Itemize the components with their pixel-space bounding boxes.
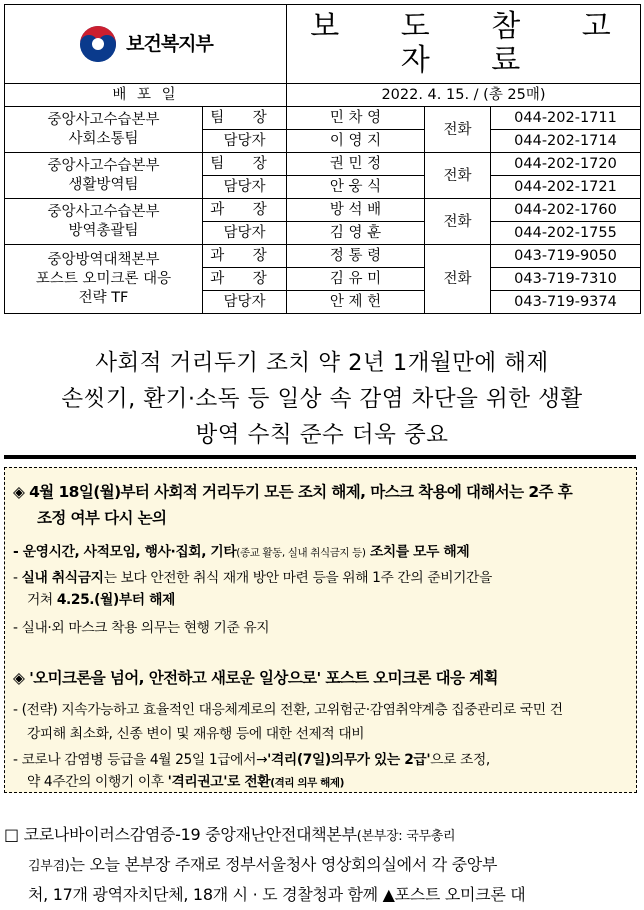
role-cell: 과 장	[203, 268, 287, 291]
dept-cell: 중앙방역대책본부 포스트 오미크론 대응 전략 TF	[5, 245, 203, 314]
dept-cell: 중앙사고수습본부 방역총괄팀	[5, 199, 203, 245]
phone-number: 044-202-1721	[491, 176, 641, 199]
dept-cell: 중앙사고수습본부 사회소통팀	[5, 107, 203, 153]
summary-bullet-5-cont: 약 4주간의 이행기 이후 '격리권고'로 전환(격리 의무 해제)	[27, 774, 344, 790]
phone-number: 044-202-1711	[491, 107, 641, 130]
role-cell: 담당자	[203, 291, 287, 314]
press-label-cell	[287, 5, 641, 84]
phone-number: 044-202-1714	[491, 130, 641, 153]
headline-line-3: 방역 수칙 준수 더욱 중요	[195, 422, 449, 448]
summary-bullet-1: - 운영시간, 사적모임, 행사·집회, 기타(종교 활동, 실내 취식금지 등) 조치를 모두 해제	[13, 544, 470, 560]
name-cell: 정 통 령	[287, 245, 425, 268]
phone-label: 전화	[425, 107, 491, 153]
name-cell: 김 영 훈	[287, 222, 425, 245]
role-cell: 담당자	[203, 176, 287, 199]
summary-heading-2: ◈ '오미크론을 넘어, 안전하고 새로운 일상으로' 포스트 오미크론 대응 계획	[13, 669, 498, 687]
phone-label: 전화	[425, 199, 491, 245]
summary-bullet-3: - 실내·외 마스크 착용 의무는 현행 기준 유지	[13, 620, 270, 636]
headline-rule	[4, 455, 636, 459]
role-cell: 담당자	[203, 222, 287, 245]
name-cell: 안 제 헌	[287, 291, 425, 314]
phone-label: 전화	[425, 153, 491, 199]
ministry-logo-cell	[5, 5, 287, 84]
taegeuk-logo-icon	[78, 24, 118, 64]
summary-bullet-4: - (전략) 지속가능하고 효율적인 대응체계로의 전환, 고위험군·감염취약계층 집중관리로 국민 건	[13, 702, 563, 718]
role-cell: 담당자	[203, 130, 287, 153]
headline-line-1: 사회적 거리두기 조치 약 2년 1개월만에 해제	[95, 350, 549, 376]
summary-bullet-4-cont: 강피해 최소화, 신종 변이 및 재유행 등에 대한 선제적 대비	[27, 726, 365, 742]
name-cell: 안 웅 식	[287, 176, 425, 199]
role-cell: 과 장	[203, 245, 287, 268]
summary-heading-1-cont: 조정 여부 다시 논의	[37, 509, 167, 527]
phone-label: 전화	[425, 245, 491, 314]
distribution-date: 2022. 4. 15. / (총 25매)	[287, 84, 641, 107]
phone-number: 044-202-1720	[491, 153, 641, 176]
role-cell: 팀 장	[203, 153, 287, 176]
contact-table	[4, 4, 641, 314]
body-line-2: 김부겸)는 오늘 본부장 주재로 정부서울청사 영상회의실에서 각 중앙부	[28, 855, 498, 874]
name-cell: 방 석 배	[287, 199, 425, 222]
summary-bullet-2: - 실내 취식금지는 보다 안전한 취식 재개 방안 마련 등을 위해 1주 간의 준비기간을	[13, 570, 492, 586]
phone-number: 043-719-9050	[491, 245, 641, 268]
phone-number: 043-719-7310	[491, 268, 641, 291]
body-line-1: □ 코로나바이러스감염증-19 중앙재난안전대책본부(본부장: 국무총리	[4, 825, 456, 844]
body-line-3: 처, 17개 광역자치단체, 18개 시 · 도 경찰청과 함께 ▲포스트 오미크론 대	[28, 885, 526, 904]
summary-bullet-5: - 코로나 감염병 등급을 4월 25일 1급에서→'격리(7일)의무가 있는 2급'으로 조정,	[13, 752, 490, 768]
headline-line-2: 손씻기, 환기·소독 등 일상 속 감염 차단을 위한 생활	[61, 386, 583, 412]
phone-number: 043-719-9374	[491, 291, 641, 314]
dept-cell: 중앙사고수습본부 생활방역팀	[5, 153, 203, 199]
press-label: 보 도 참 고 자 료	[310, 9, 637, 78]
phone-number: 044-202-1755	[491, 222, 641, 245]
role-cell: 팀 장	[203, 107, 287, 130]
summary-box	[4, 467, 637, 793]
name-cell: 이 영 지	[287, 130, 425, 153]
summary-heading-1: ◈ 4월 18일(월)부터 사회적 거리두기 모든 조치 해제, 마스크 착용에 대해서는 2주 후	[13, 483, 573, 501]
name-cell: 권 민 정	[287, 153, 425, 176]
name-cell: 민 차 영	[287, 107, 425, 130]
summary-bullet-2-cont: 거쳐 4.25.(월)부터 해제	[27, 592, 175, 608]
name-cell: 김 유 미	[287, 268, 425, 291]
distribution-label: 배 포 일	[5, 84, 287, 107]
role-cell: 과 장	[203, 199, 287, 222]
ministry-name: 보건복지부	[126, 33, 213, 55]
phone-number: 044-202-1760	[491, 199, 641, 222]
